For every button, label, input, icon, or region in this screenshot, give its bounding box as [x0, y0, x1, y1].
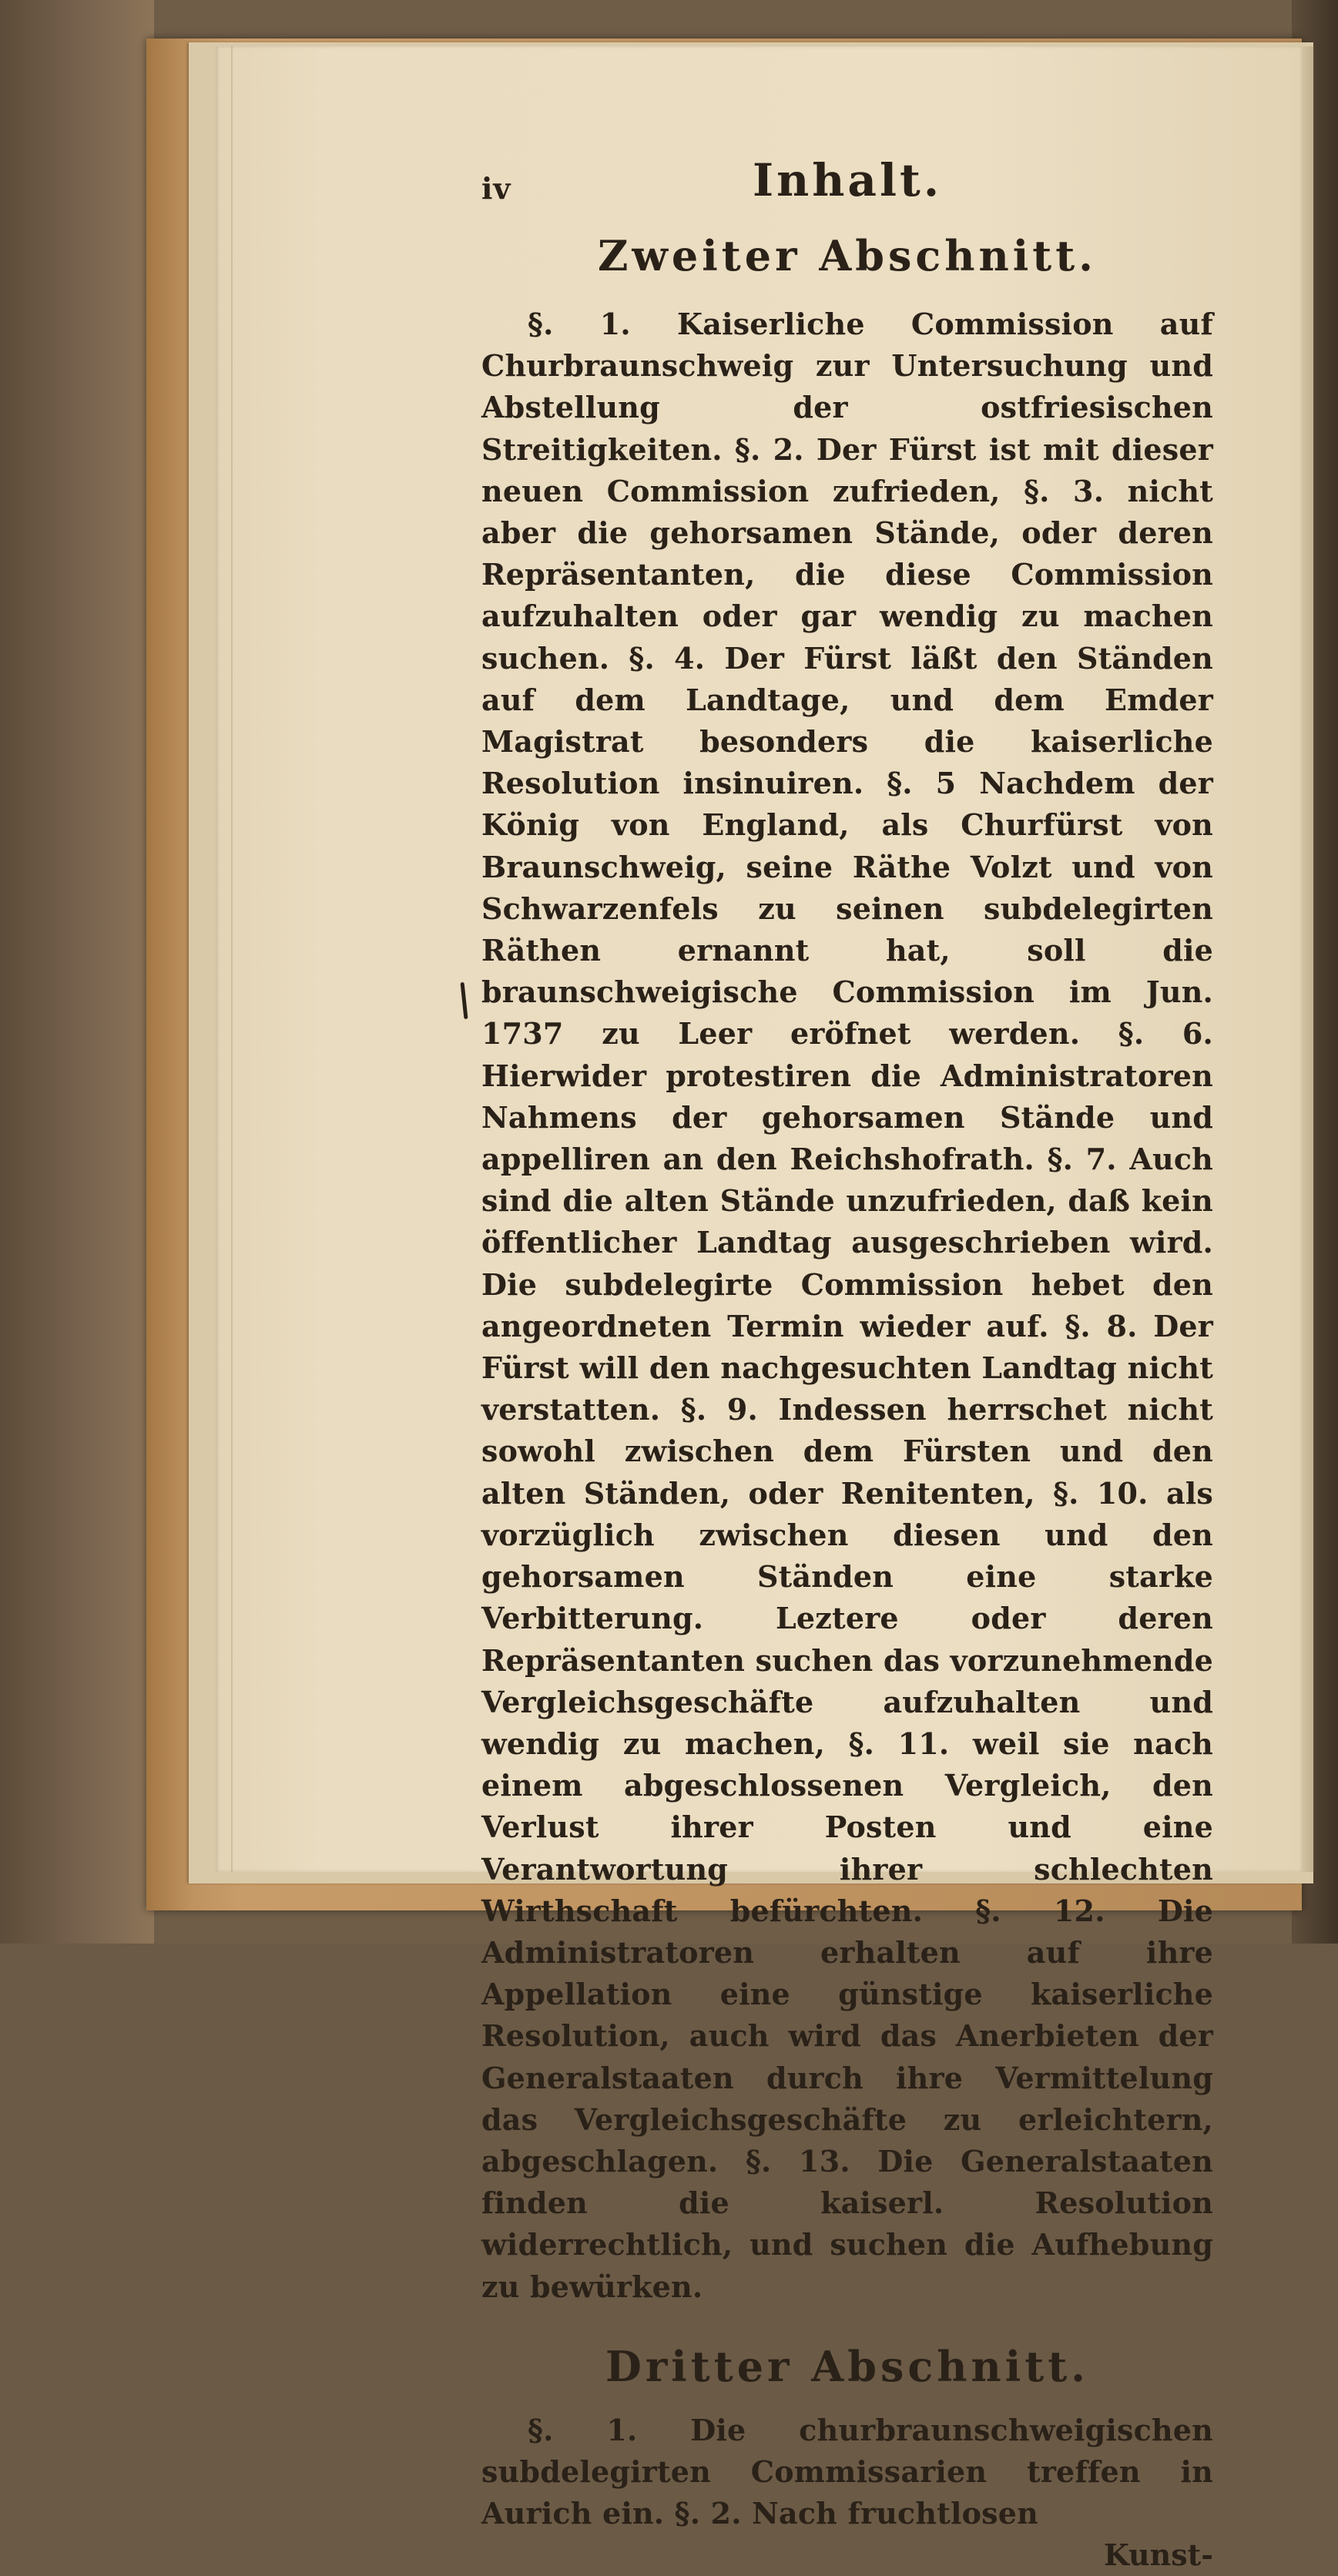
section-summary-dritter: §. 1. Die churbraunschweigischen subdelegirten Commissarien treffen in Aurich ein. §. 2. Nach fruchtlosen [481, 2412, 1213, 2531]
catchword: Kunst- [1103, 2537, 1213, 2573]
running-head: Inhalt. [752, 154, 943, 206]
page-text-block [481, 154, 1213, 2576]
page-number: iv [481, 171, 511, 206]
section-title-zweiter: Zweiter Abschnitt. [598, 231, 1097, 280]
page-gutter-line [231, 46, 233, 1872]
page-header [481, 154, 1213, 216]
section-summary-zweiter: §. 1. Kaiserliche Commission auf Churbraunschweig zur Untersuchung und Abstellung der ostfriesischen Streitigkeiten. §. 2. Der Fürst ist mit dieser neuen Commission zufrieden, §. 3. nicht aber die gehorsamen Stände, oder deren Repräsentanten, die diese Commission aufzuhalten oder gar wendig zu machen suchen. §. 4. Der Fürst läßt den Ständen auf dem Landtage, und dem Emder Magistrat besonders die kaiserliche Resolution insinuiren. §. 5 Nachdem der König von England, als Churfürst von Braunschweig, seine Räthe Volzt und von Schwarzenfels zu seinen subdelegirten Räthen ernannt hat, soll die braunschweigische Commission im Jun. 1737 zu Leer eröfnet werden. §. 6. Hierwider protestiren die Administratoren Nahmens der gehorsamen Stände und appelliren an den Reichshofrath. §. 7. Auch sind die alten Stände unzufrieden, daß kein öffentlicher Landtag ausgeschrieben wird. Die subdelegirte Commission hebet den angeordneten Termin wieder auf. §. 8. Der Fürst will den nachgesuchten Landtag nicht verstatten. §. 9. Indessen herrschet nicht sowohl zwischen dem Fürsten und den alten Ständen, oder Renitenten, §. 10. als vorzüglich zwischen diesen und den gehorsamen Ständen eine starke Verbitterung. Leztere oder deren Repräsentanten suchen das vorzunehmende Vergleichsgeschäfte aufzuhalten und wendig zu machen, §. 11. weil sie nach einem abgeschlossenen Vergleich, den Verlust ihrer Posten und eine Verantwortung ihrer schlechten Wirthschaft befürchten. §. 12. Die Administratoren erhalten auf ihre Appellation eine günstige kaiserliche Resolution, auch wird das Anerbieten der Generalstaaten durch ihre Vermittelung das Vergleichsgeschäfte zu erleichtern, abgeschlagen. §. 13. Die Generalstaaten finden die kaiserl. Resolution widerrechtlich, und suchen die Aufhebung zu bewürken. [481, 307, 1213, 2304]
page-fold-shadow [1298, 46, 1315, 1872]
section-title-dritter: Dritter Abschnitt. [605, 2341, 1089, 2391]
scan-background-left [0, 0, 154, 1944]
